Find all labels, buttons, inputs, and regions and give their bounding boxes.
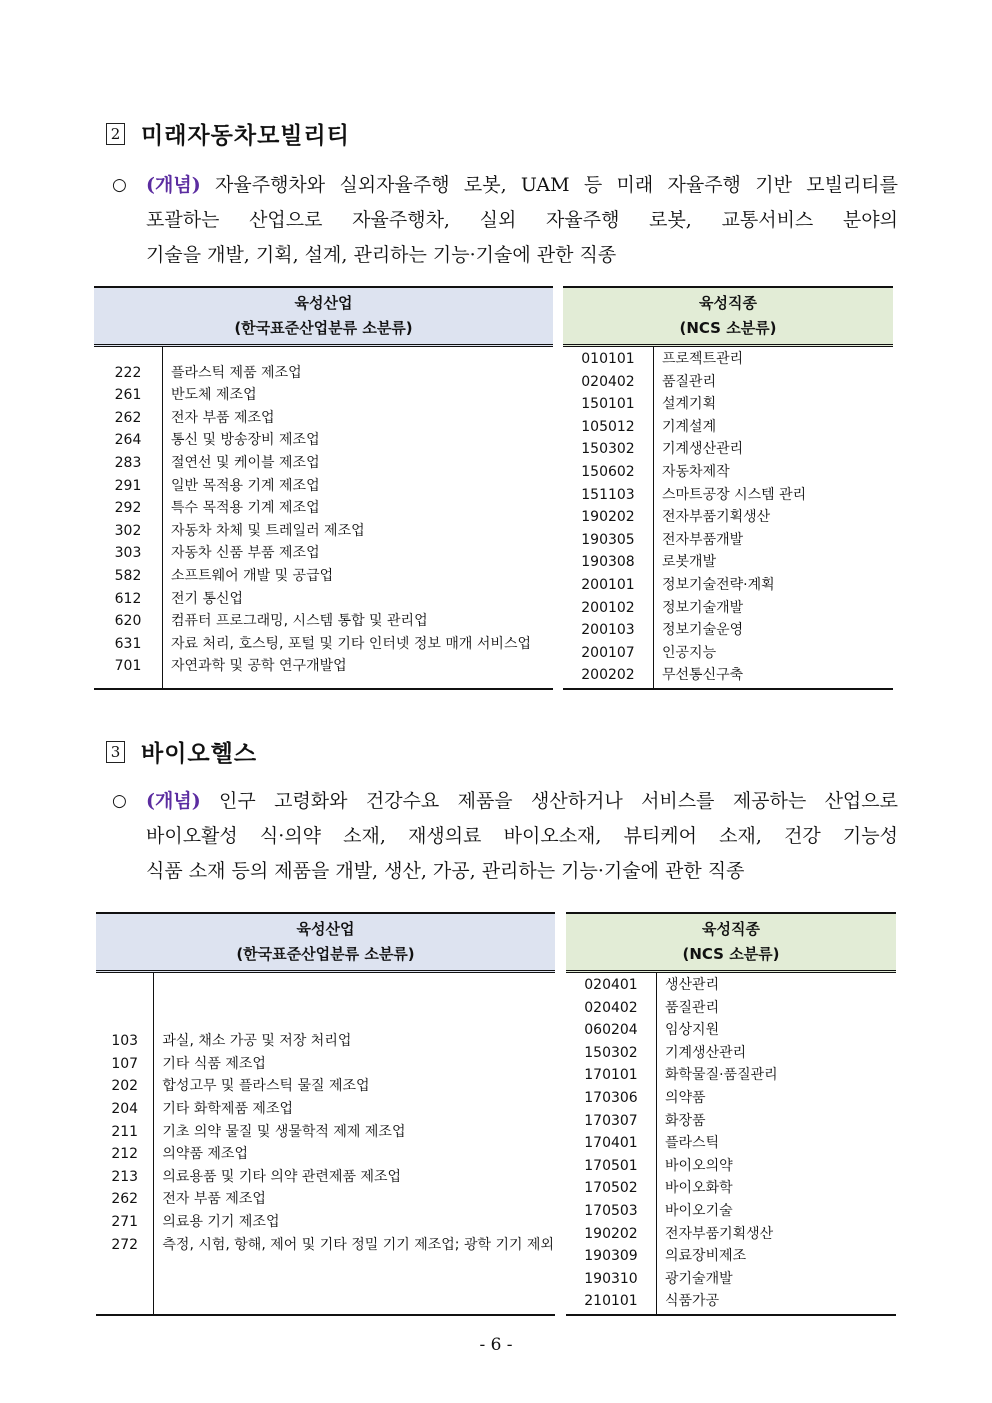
industry-name: 전자 부품 제조업 (171, 409, 275, 426)
ncs-table-header: 육성직종 (NCS 소분류) (566, 913, 896, 972)
ncs-name: 광기술개발 (665, 1270, 733, 1287)
ncs-code-column (566, 972, 657, 1315)
ncs-code: 020401 (584, 977, 638, 993)
ncs-name: 바이오의약 (665, 1157, 733, 1174)
concept-tag: (개념) (146, 790, 201, 812)
industry-name: 특수 목적용 기계 제조업 (171, 500, 320, 517)
industry-code: 261 (114, 387, 142, 404)
ncs-code: 200107 (581, 644, 635, 661)
industry-code: 291 (114, 477, 142, 494)
ncs-name: 화학물질·품질관리 (665, 1067, 778, 1084)
section-title: 바이오헬스 (141, 741, 258, 767)
ncs-code: 210101 (584, 1293, 638, 1310)
ncs-name: 생산관리 (665, 977, 720, 993)
concept-line: (개념) 자율주행차와 실외자율주행 로봇, UAM 등 미래 자율주행 기반 모빌리티를 (146, 174, 899, 196)
ncs-name: 로봇개발 (662, 554, 717, 571)
industry-code: 262 (111, 1191, 139, 1208)
ncs-name: 프로젝트관리 (662, 351, 744, 367)
ncs-code: 190305 (581, 531, 635, 548)
ncs-name-column (657, 972, 897, 1315)
industry-code: 212 (111, 1146, 139, 1163)
industry-code: 620 (114, 613, 142, 630)
ncs-name: 바이오화학 (665, 1180, 733, 1197)
industry-name: 소프트웨어 개발 및 공급업 (171, 567, 334, 584)
ncs-code: 190202 (581, 509, 635, 526)
ncs-code: 200202 (581, 667, 635, 684)
bullet-mark: ○ (112, 791, 127, 811)
ncs-code: 060204 (584, 1022, 638, 1039)
ncs-name: 스마트공장 시스템 관리 (662, 486, 807, 503)
industry-name: 일반 목적용 기계 제조업 (171, 477, 320, 494)
industry-name: 합성고무 및 플라스틱 물질 제조업 (162, 1078, 370, 1095)
industry-code: 103 (111, 1033, 139, 1050)
ncs-name: 정보기술전략·계획 (662, 576, 775, 593)
ncs-name: 무선통신구축 (662, 667, 744, 684)
ncs-name: 품질관리 (665, 999, 720, 1016)
ncs-table (566, 912, 896, 1316)
industry-name: 자동차 신품 부품 제조업 (171, 545, 320, 562)
ncs-code: 010101 (581, 351, 635, 367)
ncs-code: 190308 (581, 554, 635, 571)
ncs-code: 190202 (584, 1225, 638, 1242)
ncs-code: 150602 (581, 463, 635, 480)
ncs-code: 170306 (584, 1089, 638, 1106)
industry-code: 582 (114, 567, 142, 584)
industry-code: 213 (111, 1168, 139, 1185)
industry-table (94, 286, 553, 690)
concept-line: 바이오활성 식·의약 소재, 재생의료 바이오소재, 뷰티케어 소재, 건강 기능성 (146, 825, 898, 847)
industry-name-column (154, 972, 555, 1315)
industry-table (96, 912, 555, 1316)
concept-line: 포괄하는 산업으로 자율주행차, 실외 자율주행 로봇, 교통서비스 분야의 (146, 209, 898, 231)
ncs-code-column (563, 346, 654, 689)
concept-paragraph (112, 784, 898, 889)
industry-code-column (94, 346, 163, 689)
ncs-name: 전자부품기획생산 (665, 1225, 774, 1242)
industry-code: 211 (111, 1123, 139, 1140)
industry-name: 전자 부품 제조업 (162, 1191, 266, 1208)
ncs-name: 식품가공 (665, 1293, 720, 1310)
ncs-name: 정보기술운영 (662, 622, 744, 639)
section-number: 2 (106, 123, 125, 145)
industry-name: 자동차 차체 및 트레일러 제조업 (171, 522, 365, 539)
section-heading (106, 735, 257, 768)
industry-name: 자료 처리, 호스팅, 포털 및 기타 인터넷 정보 매개 서비스업 (171, 635, 532, 652)
ncs-name: 기계생산관리 (662, 441, 744, 458)
ncs-name: 인공지능 (662, 644, 717, 661)
industry-code: 262 (114, 409, 142, 426)
section-number: 3 (106, 741, 125, 763)
ncs-code: 200103 (581, 622, 635, 639)
ncs-name-column (654, 346, 894, 689)
industry-name: 의료용품 및 기타 의약 관련제품 제조업 (162, 1168, 402, 1185)
section-title: 미래자동차모빌리티 (141, 123, 350, 149)
ncs-name: 플라스틱 (665, 1135, 720, 1152)
industry-name: 기타 화학제품 제조업 (162, 1101, 294, 1118)
industry-name-column (163, 346, 554, 689)
industry-code: 107 (111, 1055, 139, 1072)
industry-code: 271 (111, 1214, 139, 1231)
ncs-code: 151103 (581, 486, 635, 503)
industry-name: 자연과학 및 공학 연구개발업 (171, 658, 347, 675)
industry-code: 292 (114, 500, 142, 517)
industry-code: 222 (114, 364, 142, 381)
ncs-code: 200102 (581, 599, 635, 616)
industry-name: 컴퓨터 프로그래밍, 시스템 통합 및 관리업 (171, 613, 428, 630)
industry-code: 701 (114, 658, 142, 675)
ncs-code: 170501 (584, 1157, 638, 1174)
ncs-code: 020402 (581, 373, 635, 390)
ncs-name: 기계설계 (662, 418, 717, 435)
ncs-code: 170502 (584, 1180, 638, 1197)
ncs-name: 의약품 (665, 1089, 706, 1106)
ncs-code: 150302 (584, 1044, 638, 1061)
industry-code-column (96, 972, 154, 1315)
industry-code: 283 (114, 454, 142, 471)
industry-name: 과실, 채소 가공 및 저장 처리업 (162, 1033, 352, 1050)
ncs-code: 150302 (581, 441, 635, 458)
ncs-code: 170503 (584, 1202, 638, 1219)
ncs-table (563, 286, 893, 690)
concept-line: (개념) 인구 고령화와 건강수요 제품을 생산하거나 서비스를 제공하는 산업으로 (146, 790, 898, 812)
ncs-name: 바이오기술 (665, 1202, 733, 1219)
industry-name: 의료용 기기 제조업 (162, 1214, 280, 1231)
ncs-name: 전자부품개발 (662, 531, 744, 548)
industry-table-header: 육성산업 (한국표준산업분류 소분류) (96, 913, 555, 972)
ncs-name: 설계기획 (662, 396, 717, 413)
industry-table-header: 육성산업 (한국표준산업분류 소분류) (94, 287, 553, 346)
industry-code: 204 (111, 1101, 139, 1118)
ncs-name: 정보기술개발 (662, 599, 744, 616)
industry-code: 302 (114, 522, 142, 539)
concept-line: 기술을 개발, 기획, 설계, 관리하는 기능·기술에 관한 직종 (146, 244, 617, 266)
ncs-name: 기계생산관리 (665, 1044, 747, 1061)
ncs-code: 170401 (584, 1135, 638, 1152)
industry-name: 절연선 및 케이블 제조업 (171, 454, 320, 471)
ncs-code: 105012 (581, 418, 635, 435)
concept-tag: (개념) (146, 174, 201, 196)
concept-paragraph (112, 168, 898, 273)
industry-name: 통신 및 방송장비 제조업 (171, 432, 320, 449)
industry-name: 플라스틱 제품 제조업 (171, 364, 302, 381)
bullet-mark: ○ (112, 175, 127, 195)
ncs-code: 190309 (584, 1248, 638, 1265)
ncs-name: 화장품 (665, 1112, 706, 1129)
ncs-name: 의료장비제조 (665, 1248, 747, 1265)
industry-name: 기타 식품 제조업 (162, 1055, 266, 1072)
industry-name: 반도체 제조업 (171, 387, 257, 404)
industry-code: 202 (111, 1078, 139, 1095)
industry-name: 전기 통신업 (171, 590, 244, 607)
ncs-code: 020402 (584, 999, 638, 1016)
industry-name: 의약품 제조업 (162, 1146, 248, 1163)
ncs-name: 전자부품기획생산 (662, 509, 771, 526)
ncs-code: 170101 (584, 1067, 638, 1084)
page-number: - 6 - (479, 1335, 513, 1355)
ncs-code: 190310 (584, 1270, 638, 1287)
concept-line: 식품 소재 등의 제품을 개발, 생산, 가공, 관리하는 기능·기술에 관한 직종 (146, 860, 745, 882)
ncs-table-header: 육성직종 (NCS 소분류) (563, 287, 893, 346)
industry-code: 612 (114, 590, 142, 607)
ncs-code: 200101 (581, 576, 635, 593)
ncs-code: 150101 (581, 396, 635, 413)
section-heading (106, 117, 350, 150)
ncs-code: 170307 (584, 1112, 638, 1129)
ncs-name: 자동차제작 (662, 463, 730, 480)
industry-code: 272 (111, 1236, 139, 1253)
industry-name: 측정, 시험, 항해, 제어 및 기타 정밀 기기 제조업; 광학 기기 제외 (162, 1236, 554, 1253)
ncs-name: 품질관리 (662, 373, 717, 390)
industry-code: 631 (114, 635, 142, 652)
industry-name: 기초 의약 물질 및 생물학적 제제 제조업 (162, 1123, 406, 1140)
ncs-name: 임상지원 (665, 1022, 720, 1039)
industry-code: 264 (114, 432, 142, 449)
industry-code: 303 (114, 545, 142, 562)
